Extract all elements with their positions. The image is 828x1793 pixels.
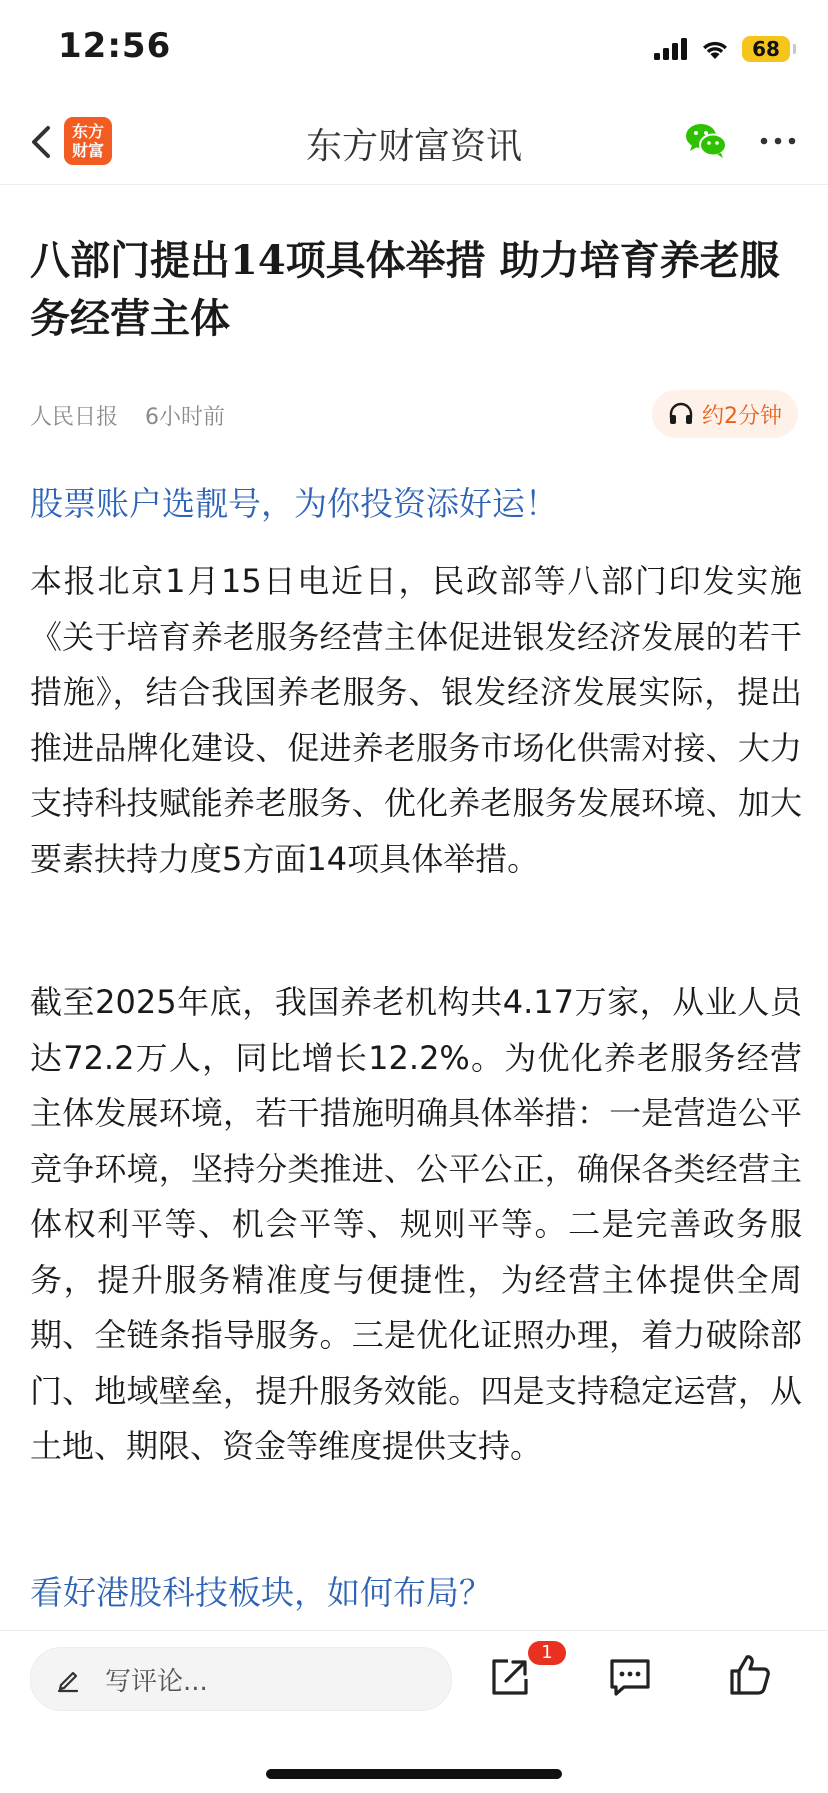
article-paragraph-1: 本报北京1月15日电近日，民政部等八部门印发实施《关于培育养老服务经营主体促进银发经济发展的若干措施》，结合我国养老服务、银发经济发展实际，提出推进品牌化建设、促进养老服务市场化供需对接、大力支持科技赋能养老服务、优化养老服务发展环境、加大要素扶持力度5方面14项具体举措。	[30, 562, 802, 878]
pen-icon	[55, 1665, 83, 1693]
listen-audio-button[interactable]	[652, 390, 798, 438]
wifi-icon	[700, 38, 730, 60]
status-time: 12:56	[58, 26, 172, 66]
comment-input[interactable]	[30, 1647, 452, 1711]
headphones-icon	[668, 402, 694, 426]
share-icon[interactable]	[486, 1653, 534, 1701]
logo-line1: 东方	[71, 122, 104, 141]
home-indicator	[266, 1769, 562, 1779]
page-title: 东方财富资讯	[305, 126, 522, 167]
back-chevron-icon[interactable]	[22, 120, 62, 164]
comment-placeholder: 写评论...	[105, 1666, 208, 1697]
cellular-signal-icon	[654, 38, 688, 60]
promo-link-bottom[interactable]: 看好港股科技板块，如何布局？	[30, 1573, 492, 1612]
article-source: 人民日报	[30, 405, 119, 430]
status-bar	[0, 0, 828, 100]
app-logo[interactable]	[64, 117, 112, 165]
battery-level: 68	[752, 37, 780, 61]
logo-line2: 财富	[71, 141, 104, 160]
battery-indicator	[742, 36, 790, 62]
comment-icon[interactable]	[606, 1653, 654, 1701]
wechat-share-icon[interactable]	[684, 120, 728, 160]
article-time: 6小时前	[145, 405, 226, 430]
audio-duration: 约2分钟	[702, 403, 782, 429]
status-icons	[654, 34, 790, 64]
promo-link-top[interactable]: 股票账户选靓号，为你投资添好运！	[30, 484, 558, 523]
like-thumbs-up-icon[interactable]	[726, 1651, 774, 1699]
more-options-icon[interactable]	[756, 128, 800, 154]
share-count-badge: 1	[528, 1641, 566, 1665]
article-title: 八部门提出14项具体举措 助力培育养老服务经营主体	[30, 237, 780, 342]
nav-bar	[0, 100, 828, 185]
article-paragraph-2: 截至2025年底，我国养老机构共4.17万家，从业人员达72.2万人，同比增长12.2%。为优化养老服务经营主体发展环境，若干措施明确具体举措：一是营造公平竞争环境，坚持分类推进、公平公正，确保各类经营主体权利平等、机会平等、规则平等。二是完善政务服务，提升服务精准度与便捷性，为经营主体提供全周期、全链条指导服务。三是优化证照办理，着力破除部门、地域壁垒，提升服务效能。四是支持稳定运营，从土地、期限、资金等维度提供支持。	[30, 983, 802, 1465]
article-meta	[30, 400, 245, 431]
